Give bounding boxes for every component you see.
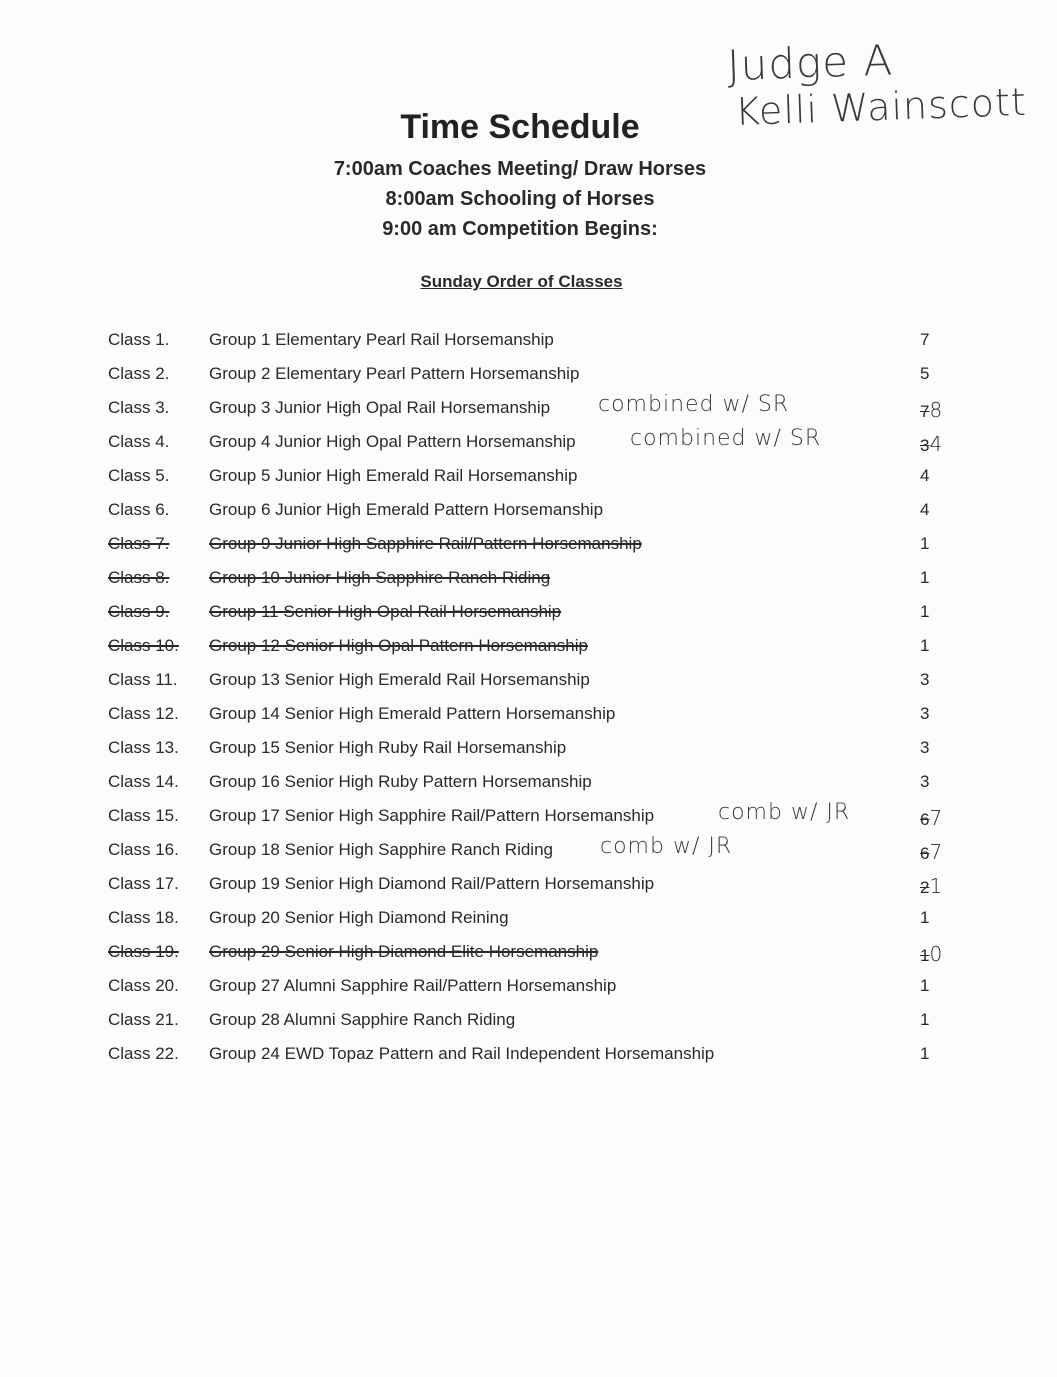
- class-group-name: Group 29 Senior High Diamond Elite Horsemanship: [209, 942, 599, 961]
- entry-count: 1: [920, 1044, 930, 1063]
- class-row: [0, 500, 1057, 530]
- entry-count: 1: [920, 976, 930, 995]
- entry-count: 7: [920, 330, 930, 349]
- entry-count-crossed-out: 6: [920, 844, 930, 863]
- class-row: [0, 738, 1057, 768]
- class-number: Class 22.: [108, 1044, 179, 1063]
- class-number: Class 1.: [108, 330, 170, 349]
- judge-name: Kelli Wainscott: [734, 79, 1028, 134]
- class-number: Class 16.: [108, 840, 179, 859]
- class-number: Class 11.: [108, 670, 178, 689]
- entry-count-corrected: 7: [929, 840, 943, 864]
- class-row: [0, 704, 1057, 734]
- entry-count: 3: [920, 670, 930, 689]
- entry-count-crossed-out: 2: [920, 878, 930, 897]
- class-number: Class 8.: [108, 568, 170, 587]
- class-row: [0, 1010, 1057, 1040]
- class-number: Class 18.: [108, 908, 179, 927]
- class-group-name: Group 19 Senior High Diamond Rail/Pattern Horsemanship: [209, 874, 655, 893]
- class-group-name: Group 14 Senior High Emerald Pattern Horsemanship: [209, 704, 616, 723]
- class-number: Class 3.: [108, 398, 170, 417]
- class-number: Class 17.: [108, 874, 179, 893]
- entry-count: 1: [920, 602, 930, 621]
- class-group-name: Group 3 Junior High Opal Rail Horsemanship: [209, 398, 551, 417]
- entry-count-corrected: 8: [929, 398, 943, 422]
- class-number: Class 19.: [108, 942, 179, 961]
- class-group-name: Group 28 Alumni Sapphire Ranch Riding: [209, 1010, 516, 1029]
- entry-count: 1: [920, 636, 930, 655]
- entry-count: 1: [920, 568, 930, 587]
- class-group-name: Group 20 Senior High Diamond Reining: [209, 908, 509, 927]
- judge-label: Judge A: [726, 35, 894, 91]
- entry-count: [920, 840, 950, 864]
- class-number: Class 21.: [108, 1010, 179, 1029]
- class-row: [0, 466, 1057, 496]
- entry-count-corrected: 4: [929, 432, 943, 456]
- class-number: Class 7.: [108, 534, 170, 553]
- class-number: Class 13.: [108, 738, 179, 757]
- entry-count: 3: [920, 772, 930, 791]
- page-title: Time Schedule: [400, 108, 640, 146]
- class-row: [0, 874, 1057, 904]
- class-number: Class 14.: [108, 772, 179, 791]
- class-number: Class 12.: [108, 704, 179, 723]
- schedule-line-schooling: 8:00am Schooling of Horses: [385, 188, 655, 210]
- class-group-name: Group 13 Senior High Emerald Rail Horsemanship: [209, 670, 590, 689]
- class-group-name: Group 4 Junior High Opal Pattern Horsemanship: [209, 432, 576, 451]
- class-group-name: Group 12 Senior High Opal Pattern Horsemanship: [209, 636, 588, 655]
- class-row: [0, 534, 1057, 564]
- class-group-name: Group 17 Senior High Sapphire Rail/Pattern Horsemanship: [209, 806, 655, 825]
- class-group-name: Group 15 Senior High Ruby Rail Horsemanship: [209, 738, 567, 757]
- class-row: [0, 976, 1057, 1006]
- entry-count: 4: [920, 466, 930, 485]
- class-number: Class 2.: [108, 364, 170, 383]
- entry-count: 1: [920, 1010, 930, 1029]
- entry-count: 3: [920, 704, 930, 723]
- class-row: [0, 834, 1057, 870]
- handwritten-note: combined w/ SR: [630, 426, 822, 451]
- class-row: [0, 330, 1057, 360]
- class-number: Class 10.: [108, 636, 179, 655]
- entry-count-crossed-out: 1: [920, 946, 930, 965]
- class-number: Class 15.: [108, 806, 179, 825]
- class-group-name: Group 5 Junior High Emerald Rail Horsemanship: [209, 466, 578, 485]
- class-number: Class 5.: [108, 466, 170, 485]
- class-row: [0, 942, 1057, 972]
- class-group-name: Group 9 Junior High Sapphire Rail/Pattern Horsemanship: [209, 534, 642, 553]
- class-group-name: Group 6 Junior High Emerald Pattern Horsemanship: [209, 500, 604, 519]
- schedule-line-coaches: 7:00am Coaches Meeting/ Draw Horses: [333, 158, 707, 180]
- class-row: [0, 392, 1057, 428]
- section-heading: Sunday Order of Classes: [420, 272, 623, 291]
- class-group-name: Group 10 Junior High Sapphire Ranch Riding: [209, 568, 551, 587]
- class-row: [0, 908, 1057, 938]
- class-group-name: Group 16 Senior High Ruby Pattern Horsemanship: [209, 772, 592, 791]
- entry-count-corrected: 7: [929, 806, 943, 830]
- class-row: [0, 568, 1057, 598]
- entry-count: [920, 806, 950, 830]
- entry-count: 3: [920, 738, 930, 757]
- entry-count: [920, 942, 950, 966]
- class-row: [0, 670, 1057, 700]
- entry-count: 1: [920, 908, 930, 927]
- class-row: [0, 364, 1057, 394]
- entry-count-crossed-out: 3: [920, 436, 930, 455]
- class-row: [0, 602, 1057, 632]
- entry-count: 1: [920, 534, 930, 553]
- entry-count: [920, 874, 950, 898]
- handwritten-note: combined w/ SR: [598, 392, 790, 417]
- class-row: [0, 800, 1057, 836]
- class-group-name: Group 24 EWD Topaz Pattern and Rail Independent Horsemanship: [209, 1044, 715, 1063]
- entry-count-crossed-out: 7: [920, 402, 930, 421]
- class-group-name: Group 27 Alumni Sapphire Rail/Pattern Horsemanship: [209, 976, 617, 995]
- entry-count-corrected: 0: [929, 942, 943, 966]
- entry-count-corrected: 1: [929, 874, 943, 898]
- class-row: [0, 636, 1057, 666]
- entry-count: [920, 432, 950, 456]
- class-group-name: Group 2 Elementary Pearl Pattern Horsemanship: [209, 364, 580, 383]
- class-number: Class 6.: [108, 500, 170, 519]
- class-group-name: Group 18 Senior High Sapphire Ranch Riding: [209, 840, 553, 859]
- entry-count: 5: [920, 364, 930, 383]
- class-row: [0, 1044, 1057, 1074]
- class-group-name: Group 1 Elementary Pearl Rail Horsemanship: [209, 330, 554, 349]
- handwritten-note: comb w/ JR: [718, 800, 851, 825]
- class-number: Class 4.: [108, 432, 170, 451]
- schedule-line-competition: 9:00 am Competition Begins:: [382, 218, 658, 240]
- entry-count: 4: [920, 500, 930, 519]
- handwritten-note: comb w/ JR: [600, 834, 733, 859]
- class-number: Class 9.: [108, 602, 170, 621]
- entry-count-crossed-out: 6: [920, 810, 930, 829]
- entry-count: [920, 398, 950, 422]
- class-row: [0, 426, 1057, 462]
- class-number: Class 20.: [108, 976, 179, 995]
- class-row: [0, 772, 1057, 802]
- class-group-name: Group 11 Senior High Opal Rail Horsemanship: [209, 602, 562, 621]
